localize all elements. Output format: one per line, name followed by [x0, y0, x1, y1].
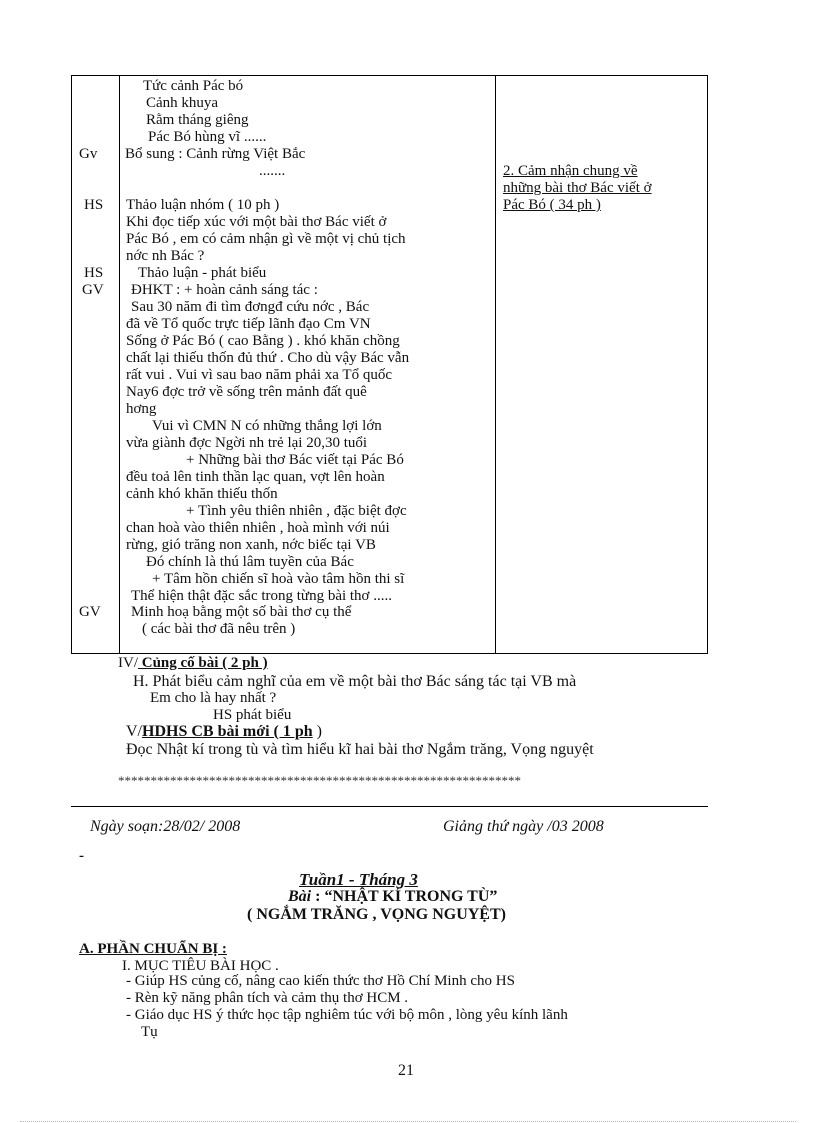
objective-item: - Rèn kỹ năng phân tích và cảm thụ thơ HCM . — [126, 990, 409, 1006]
objectives-heading: I. MỤC TIÊU BÀI HỌC . — [122, 958, 279, 974]
content-heading-line: 2. Cảm nhận chung về — [503, 163, 638, 179]
role-gv: GV — [82, 282, 104, 298]
activity-line: Khi đọc tiếp xúc với một bài thơ Bác viết ở — [126, 214, 387, 230]
dash-mark: - — [79, 848, 84, 864]
activity-line: Thảo luận - phát biểu — [138, 265, 267, 281]
lesson-title: Bài : “NHẬT KÍ TRONG TÙ” — [288, 888, 498, 905]
activity-line: Vui vì CMN N có những thắng lợi lớn — [152, 418, 382, 434]
section-iv-answer: HS phát biểu — [213, 707, 292, 723]
activity-line: nớc nh Bác ? — [126, 248, 205, 264]
lesson-subtitle: ( NGẮM TRĂNG , VỌNG NGUYỆT) — [247, 906, 506, 923]
section-iv-question: H. Phát biểu cảm nghĩ của em về một bài thơ Bác sáng tác tại VB mà — [133, 673, 577, 690]
activity-line: Nay6 đợc trở về sống trên mảnh đất quê — [126, 384, 367, 400]
activity-line: ĐHKT : + hoàn cảnh sáng tác : — [131, 282, 318, 298]
activity-line: chan hoà vào thiên nhiên , hoà mình với núi — [126, 520, 390, 536]
activity-line: ( các bài thơ đã nêu trên ) — [142, 621, 296, 637]
section-iv-heading: IV/ Củng cố bài ( 2 ph ) — [118, 655, 268, 671]
table-divider-content — [495, 75, 496, 654]
role-hs: HS — [84, 197, 104, 213]
activity-line: + Những bài thơ Bác viết tại Pác Bó — [186, 452, 404, 468]
objective-item: Tụ — [141, 1024, 158, 1040]
activity-line: Đó chính là thú lâm tuyền của Bác — [146, 554, 354, 570]
page-edge-dotted-line — [20, 1121, 796, 1122]
activity-line: Pác Bó hùng vĩ ...... — [148, 129, 267, 145]
activity-line: Minh hoạ bằng một số bài thơ cụ thể — [131, 604, 352, 620]
role-gv: GV — [79, 604, 101, 620]
separator-stars: ************************************************************** — [118, 773, 521, 788]
activity-line: ....... — [259, 163, 286, 179]
section-iv-question: Em cho là hay nhất ? — [150, 690, 277, 706]
content-heading-line: những bài thơ Bác viết ở — [503, 180, 652, 196]
page-number: 21 — [398, 1062, 414, 1079]
activity-line: cảnh khó khăn thiếu thốn — [126, 486, 278, 502]
activity-line: Cảnh khuya — [146, 95, 219, 111]
activity-line: đều toả lên tinh thần lạc quan, vợt lên hoàn — [126, 469, 385, 485]
date-prepared: Ngày soạn:28/02/ 2008 — [90, 818, 241, 835]
activity-line: rất vui . Vui vì sau bao năm phải xa Tổ quốc — [126, 367, 392, 383]
activity-line: hơng — [126, 401, 157, 417]
role-hs: HS — [84, 265, 104, 281]
role-gv: Gv — [79, 146, 98, 162]
date-taught: Giảng thứ ngày /03 2008 — [443, 818, 604, 835]
content-heading-line: Pác Bó ( 34 ph ) — [503, 197, 601, 213]
activity-line: Sau 30 năm đi tìm đơngđ cứu nớc , Bác — [131, 299, 370, 315]
activity-line: Sống ở Pác Bó ( cao Bằng ) . khó khăn chồng — [126, 333, 400, 349]
activity-line: đã về Tổ quốc trực tiếp lãnh đạo Cm VN — [126, 316, 371, 332]
activity-line: vừa giành đợc Ngời nh trẻ lại 20,30 tuổi — [126, 435, 368, 451]
activity-line: Bổ sung : Cảnh rừng Việt Bắc — [125, 146, 306, 162]
week-heading: Tuần1 - Tháng 3 — [299, 870, 418, 889]
section-v-heading: V/HDHS CB bài mới ( 1 ph ) — [126, 723, 322, 740]
activity-line: Rằm tháng giêng — [146, 112, 249, 128]
section-v-text: Đọc Nhật kí trong tù và tìm hiểu kĩ hai bài thơ Ngắm trăng, Vọng nguyệt — [126, 741, 594, 758]
activity-line: + Tâm hồn chiến sĩ hoà vào tâm hồn thi sĩ — [152, 571, 405, 587]
separator-rule — [71, 806, 708, 807]
activity-line: Tức cảnh Pác bó — [143, 78, 244, 94]
activity-line: chất lại thiếu thốn đủ thứ . Cho dù vậy Bác vẫn — [126, 350, 410, 366]
activity-line: Pác Bó , em có cảm nhận gì về một vị chủ tịch — [126, 231, 406, 247]
activity-line: + Tình yêu thiên nhiên , đặc biệt đợc — [186, 503, 407, 519]
objective-item: - Giúp HS củng cố, nâng cao kiến thức thơ Hồ Chí Minh cho HS — [126, 973, 515, 989]
objective-item: - Giáo dục HS ý thức học tập nghiêm túc với bộ môn , lòng yêu kính lãnh — [126, 1007, 568, 1023]
part-a-heading: A. PHẦN CHUẨN BỊ : — [79, 941, 227, 957]
table-divider-role — [119, 75, 120, 654]
activity-line: rừng, gió trăng non xanh, nớc biếc tại VB — [126, 537, 376, 553]
activity-line: Thể hiện thật đặc sắc trong từng bài thơ ..... — [131, 588, 392, 604]
activity-line: Thảo luận nhóm ( 10 ph ) — [126, 197, 280, 213]
